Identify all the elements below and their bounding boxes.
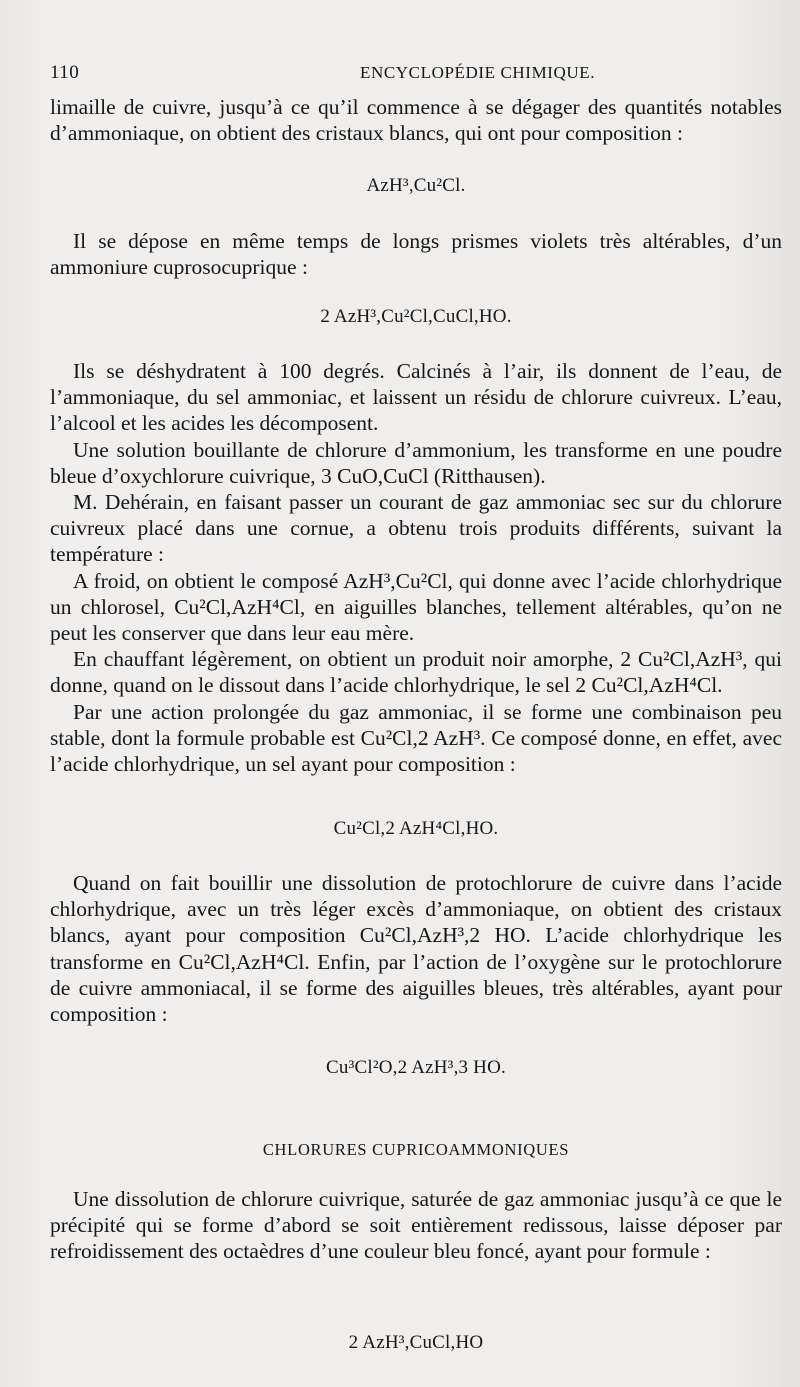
paragraph-continued <box>50 94 782 146</box>
page-number: 110 <box>50 62 80 83</box>
paragraph-text: En chauffant légèrement, on obtient un produit noir amorphe, 2 Cu²Cl,AzH³, qui donne, quand on le dissout dans l’acide chlorhydrique, le sel 2 Cu²Cl,AzH⁴Cl. <box>50 647 782 698</box>
paragraph-text: Il se dépose en même temps de longs prismes violets très altérables, d’un ammoniure cuprosocuprique : <box>50 229 782 280</box>
paragraph-cupric-chloride <box>50 1186 782 1265</box>
formula-ammonia-cuprous-chloride: AzH³,Cu²Cl. <box>366 175 466 196</box>
paragraph-text: Une solution bouillante de chlorure d’ammonium, les transforme en une poudre bleue d’oxychlorure cuivrique, 3 CuO,CuCl (Ritthausen). <box>50 437 782 488</box>
running-title: ENCYCLOPÉDIE CHIMIQUE. <box>360 63 596 82</box>
formula-blue-needles: Cu³Cl²O,2 AzH³,3 HO. <box>326 1057 506 1078</box>
paragraph-violet-prisms <box>50 228 782 280</box>
paragraph-protochlorure <box>50 870 782 1027</box>
formula-chlorosel: Cu²Cl,2 AzH⁴Cl,HO. <box>333 818 499 839</box>
paragraph-text: limaille de cuivre, jusqu’à ce qu’il commence à se dégager des quantités notables d’ammoniaque, on obtient des cristaux blancs, qui ont pour composition : <box>50 95 782 146</box>
paragraph-group-main <box>50 358 782 777</box>
formula-octahedra: 2 AzH³,CuCl,HO <box>348 1332 484 1353</box>
paragraph-text: Ils se déshydratent à 100 degrés. Calcinés à l’air, ils donnent de l’eau, de l’ammoniaque, du sel ammoniac, et laissent un résidu de chlorure cuivreux. L’eau, l’alcool et les acides les décomposent. <box>50 359 782 436</box>
paragraph-text: Quand on fait bouillir une dissolution de protochlorure de cuivre dans l’acide chlorhydrique, avec un très léger excès d’ammoniaque, on obtient des cristaux blancs, ayant pour composition Cu²Cl,AzH³,2 HO. L’acide chlorhydrique les transforme en Cu²Cl,AzH⁴Cl. Enfin, par l’action de l’oxygène sur le protochlorure de cuivre ammoniacal, il se forme des aiguilles bleues, très altérables, ayant pour composition : <box>50 871 782 1027</box>
page-header <box>50 62 780 86</box>
paragraph-text: Une dissolution de chlorure cuivrique, saturée de gaz ammoniac jusqu’à ce que le précipité qui se forme d’abord se soit entièrement redissous, laisse déposer par refroidissement des octaèdres d’une couleur bleu foncé, ayant pour formule : <box>50 1187 782 1264</box>
paragraph-text: A froid, on obtient le composé AzH³,Cu²Cl, qui donne avec l’acide chlorhydrique un chlorosel, Cu²Cl,AzH⁴Cl, en aiguilles blanches, tellement altérables, qu’on ne peut les conserver que dans leur eau mère. <box>50 568 782 646</box>
paragraph-text: Par une action prolongée du gaz ammoniac, il se forme une combinaison peu stable, dont la formule probable est Cu²Cl,2 AzH³. Ce composé donne, en effet, avec l’acide chlorhydrique, un sel ayant pour composition : <box>50 699 782 777</box>
formula-cuprosocupric-ammoniure: 2 AzH³,Cu²Cl,CuCl,HO. <box>320 306 512 327</box>
section-heading: CHLORURES CUPRICOAMMONIQUES <box>262 1140 570 1159</box>
paragraph-text: M. Dehérain, en faisant passer un courant de gaz ammoniac sec sur du chlorure cuivreux placé dans une cornue, a obtenu trois produits différents, suivant la température : <box>50 490 782 567</box>
